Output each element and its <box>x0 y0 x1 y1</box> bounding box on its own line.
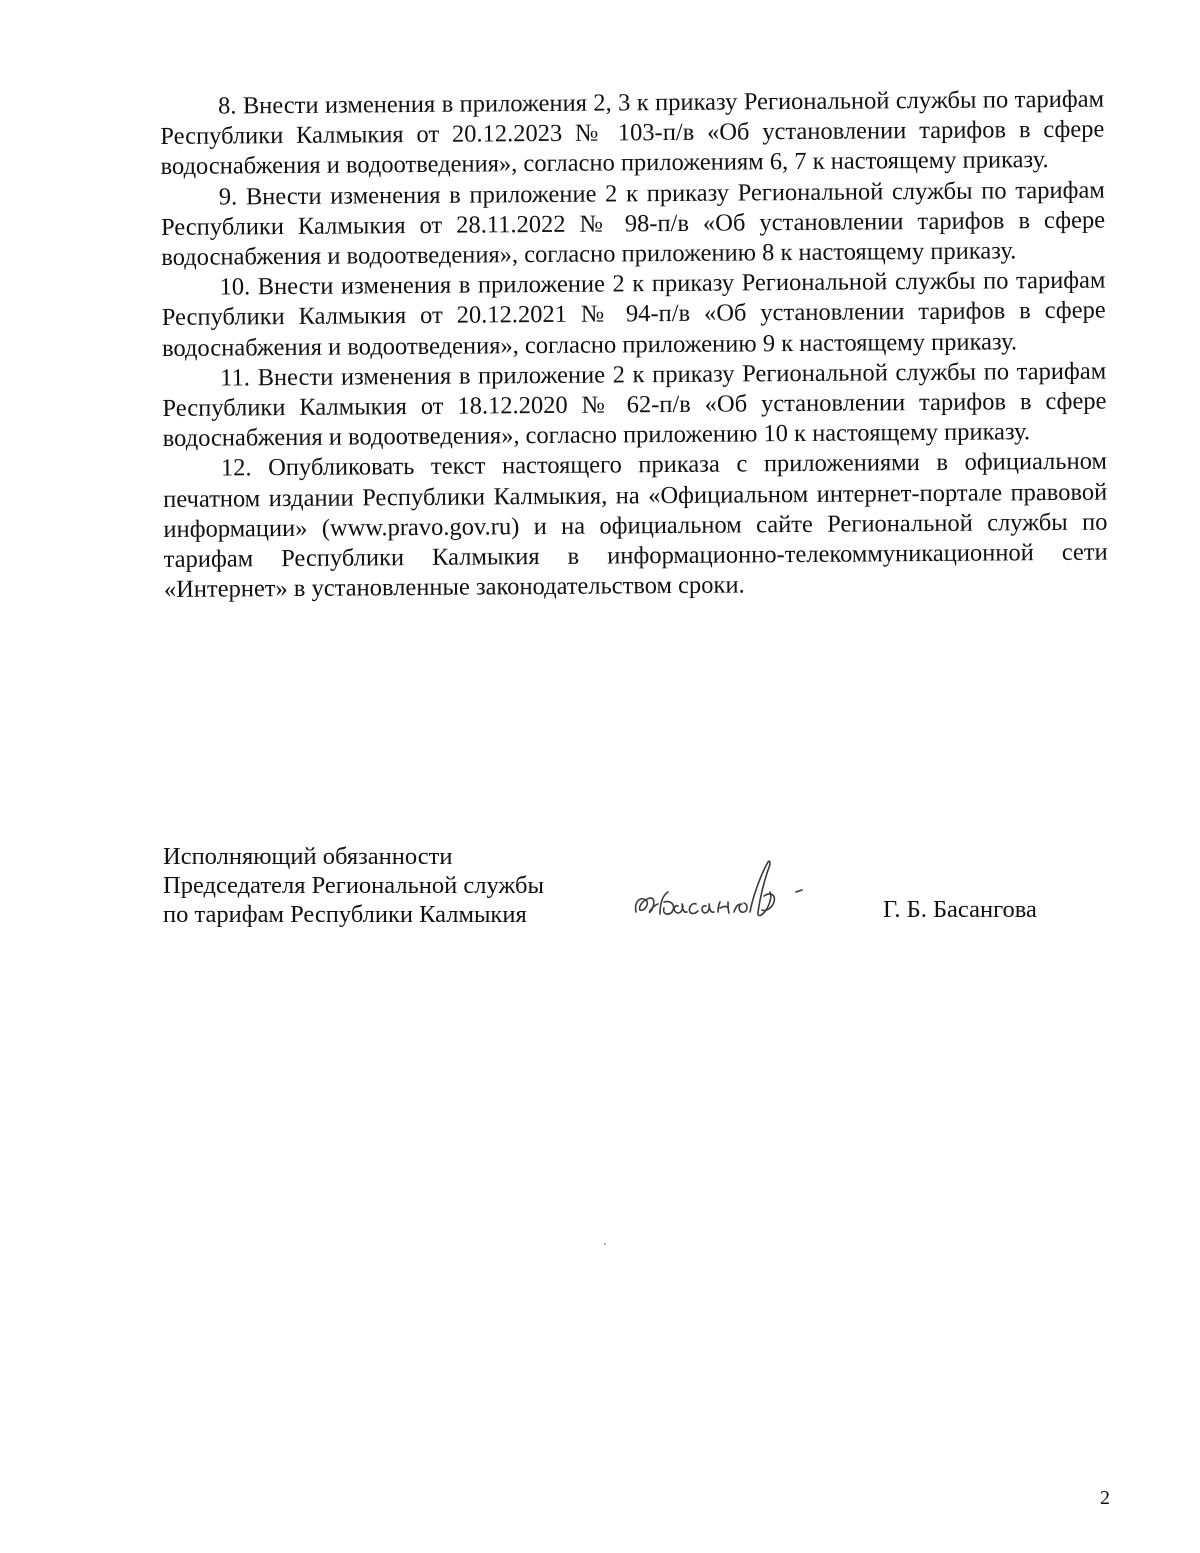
signer-position <box>163 842 603 929</box>
signer-position-line: Председателя Региональной службы <box>163 872 544 899</box>
document-body <box>160 85 1108 606</box>
paragraph-item-11: 11. Внести изменения в приложение 2 к приказу Региональной службы по тарифам Республики Калмыкия от 18.12.2020 № 62-п/в «Об установлении тарифов в сфере водоснабжения и водоотведения», согласно приложению 10 к настоящему приказу. <box>162 357 1107 453</box>
signature-block <box>163 842 1063 942</box>
paragraph-item-10: 10. Внести изменения в приложение 2 к приказу Региональной службы по тарифам Республики Калмыкия от 20.12.2021 № 94-п/в «Об установлении тарифов в сфере водоснабжения и водоотведения», согласно приложению 9 к настоящему приказу. <box>161 266 1106 362</box>
paragraph-item-9: 9. Внести изменения в приложение 2 к приказу Региональной службы по тарифам Республики Калмыкия от 28.11.2022 № 98-п/в «Об установлении тарифов в сфере водоснабжения и водоотведения», согласно приложению 8 к настоящему приказу. <box>160 176 1106 272</box>
page-number: 2 <box>1100 1487 1110 1509</box>
scan-speck <box>604 1243 606 1245</box>
signer-position-line: Исполняющий обязанности <box>163 843 453 870</box>
paragraph-item-12: 12. Опубликовать текст настоящего приказа с приложениями в официальном печатном издании Республики Калмыкия, на «Официальном интернет-портале правовой информации» (www.pravo.gov.ru) и на официальном сайте Региональной службы по тарифам Республики Калмыкия в информационно-телекоммуникационной сети «Интернет» в установленные законодательством сроки. <box>163 448 1108 604</box>
signer-position-line: по тарифам Республики Калмыкия <box>163 901 527 928</box>
paragraph-item-8: 8. Внести изменения в приложения 2, 3 к приказу Региональной службы по тарифам Республики Калмыкия от 20.12.2023 № 103-п/в «Об установлении тарифов в сфере водоснабжения и водоотведения», согласно приложениям 6, 7 к настоящему приказу. <box>160 85 1105 181</box>
signer-name: Г. Б. Басангова <box>883 896 1037 923</box>
handwritten-signature <box>630 856 840 926</box>
